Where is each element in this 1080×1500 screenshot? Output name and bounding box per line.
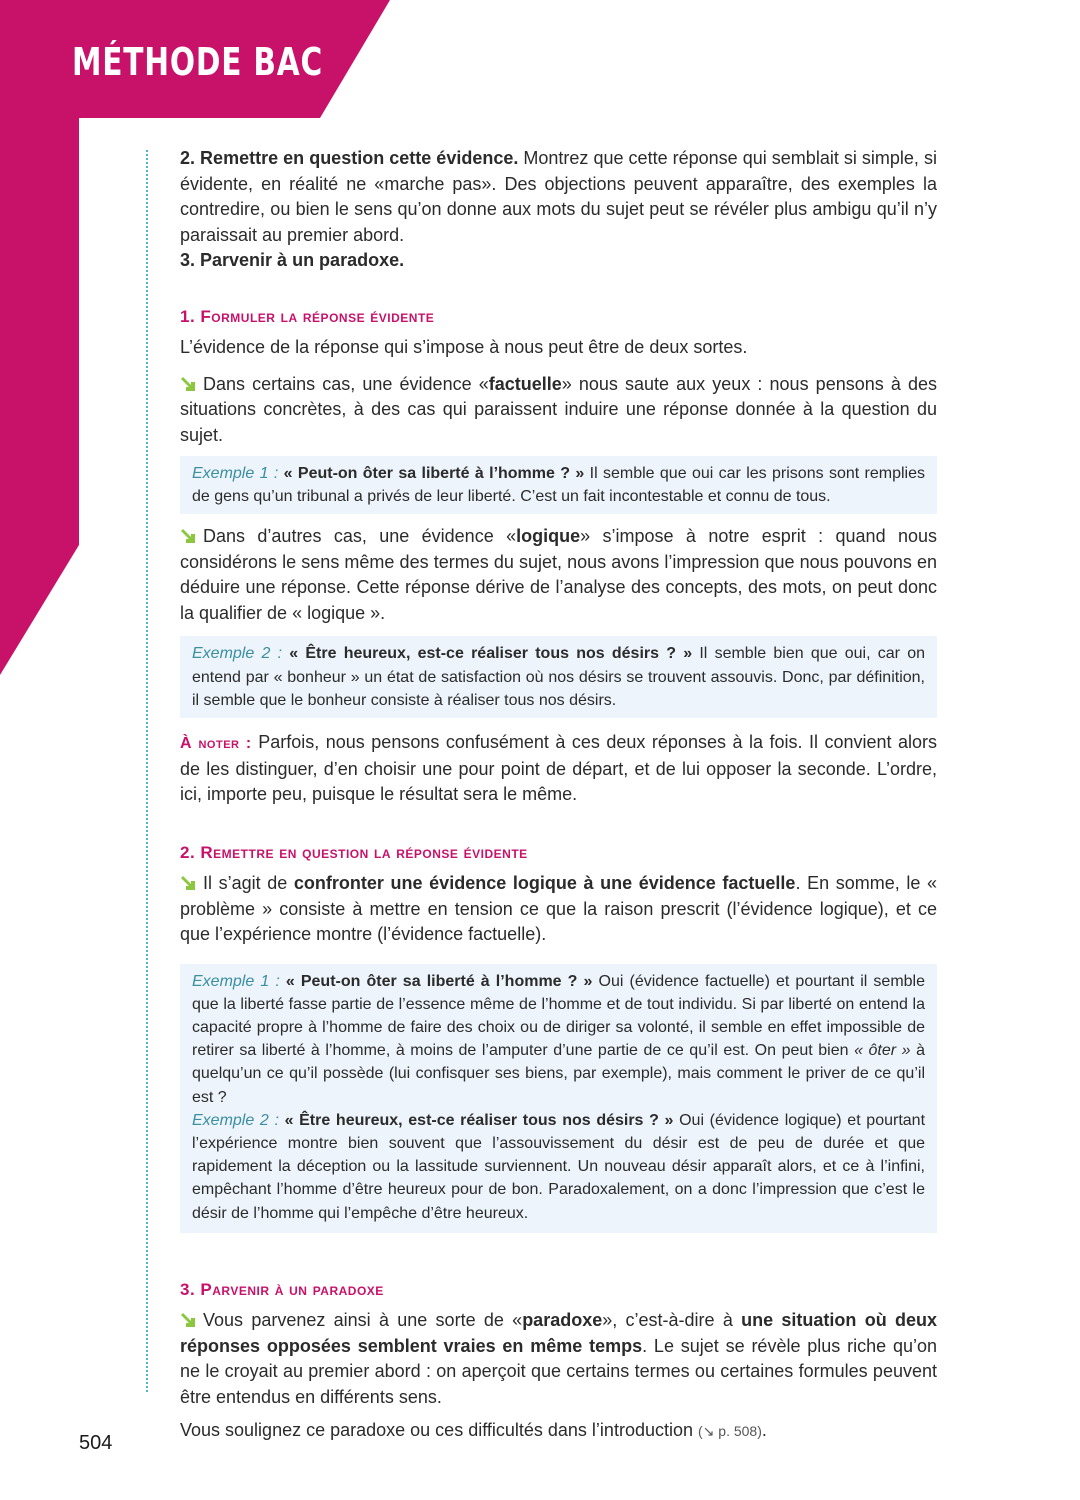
arrow-icon bbox=[180, 528, 198, 544]
page-number: 504 bbox=[79, 1432, 113, 1454]
section1-bullet2: Dans d’autres cas, une évidence «logique» s’impose à notre esprit : quand nous considérons le sens même des termes du sujet, nous avons l’impression que nous pouvons en déduire une réponse. Cette réponse dérive de l’analyse des concepts, des mots, on peut donc la qualifier de « logique ». bbox=[180, 526, 937, 623]
step2-text: Montrez que cette réponse qui semblait si simple, si évidente, en réalité ne «marche pas». Des objections peuvent apparaître, des exemples la contredire, ou bien le sens qu’on donne aux mots du sujet peut se révéler plus ambigu qu’il n’y paraissait au premier abord. bbox=[180, 148, 937, 245]
step2-title: 2. Remettre en question cette évidence. bbox=[180, 148, 519, 168]
section2-bullet: Il s’agit de confronter une évidence logique à une évidence factuelle. En somme, le « problème » consiste à mettre en tension ce que la raison prescrit (l’évidence logique), et ce que l’expérience montre (l’évidence factuelle). bbox=[180, 873, 937, 945]
main-content bbox=[180, 146, 937, 1445]
section1-note: À noter : Parfois, nous pensons confusément à ces deux réponses à la fois. Il convient alors de les distinguer, d’en choisir une pour point de départ, et de lui opposer la seconde. L’ordre, ici, importe peu, puisque le résultat sera le même. bbox=[180, 732, 938, 805]
section2-example1: Exemple 1 : « Peut-on ôter sa liberté à l’homme ? » Oui (évidence factuelle) et pourtant il semble que la liberté fasse partie de l’essence même de l’homme et de tout individu. Si par liberté on entend la capacité propre à l’homme de faire des choix ou de diriger sa volonté, il semble en effet impossible de retirer sa liberté à l’homme, à moins de l’amputer d’une partie de ce qu’il est. On peut bien « ôter » à quelqu’un ce qu’il possède (lui confisquer ses biens, par exemple), mais comment le priver de ce qu’il est ? bbox=[192, 972, 926, 1106]
section1-example2: Exemple 2 : « Être heureux, est-ce réaliser tous nos désirs ? » Il semble bien que oui, car on entend par « bonheur » un état de satisfaction où nos désirs se trouvent assouvis. Donc, par définition, il semble que le bonheur consiste à réaliser tous nos désirs. bbox=[180, 636, 937, 718]
arrow-icon bbox=[180, 1312, 198, 1328]
margin-rule bbox=[146, 150, 148, 1392]
section2-examples bbox=[180, 964, 937, 1233]
arrow-icon bbox=[180, 875, 198, 891]
section-title: MÉTHODE BAC bbox=[72, 40, 324, 84]
arrow-icon bbox=[180, 376, 198, 392]
intro-step2 bbox=[180, 146, 937, 248]
intro-step3 bbox=[180, 248, 937, 274]
section2-example2: Exemple 2 : « Être heureux, est-ce réaliser tous nos désirs ? » Oui (évidence logique) et pourtant l’expérience montre bien souvent que l’assouvissement du désir est de peu de durée et que rapidement la déception ou la lassitude surviennent. Un nouveau désir apparaît alors, et ce à l’infini, empêchant l’homme d’être heureux pour de bon. Paradoxalement, on a donc l’impression que c’est le désir de l’homme qui l’empêche d’être heureux. bbox=[192, 1111, 926, 1222]
step3-title: 3. Parvenir à un paradoxe. bbox=[180, 250, 405, 270]
section1-heading: 1. Formuler la réponse évidente bbox=[180, 306, 435, 326]
section3-bullet: Vous parvenez ainsi à une sorte de «paradoxe», c’est-à-dire à une situation où deux réponses opposées semblent vraies en même temps. Le sujet se révèle plus riche qu’on ne le croyait au premier abord : on aperçoit que certains termes ou certaines formules peuvent être entendus en différents sens. bbox=[180, 1310, 938, 1407]
section1-example1: Exemple 1 : « Peut-on ôter sa liberté à l’homme ? » Il semble que oui car les prisons sont remplies de gens qu’un tribunal a privés de leur liberté. C’est un fait incontestable et connu de tous. bbox=[180, 456, 937, 514]
section3-heading: 3. Parvenir à un paradoxe bbox=[180, 1279, 384, 1299]
section2-heading: 2. Remettre en question la réponse évidente bbox=[180, 842, 528, 862]
section1-intro: L’évidence de la réponse qui s’impose à nous peut être de deux sortes. bbox=[180, 337, 748, 357]
section3-closing: Vous soulignez ce paradoxe ou ces difficultés dans l’introduction (↘ p. 508). bbox=[180, 1420, 767, 1441]
section1-bullet1: Dans certains cas, une évidence «factuelle» nous saute aux yeux : nous pensons à des situations concrètes, à des cas qui paraissent induire une réponse donnée à la question du sujet. bbox=[180, 373, 937, 445]
page-reference: (↘ p. 508) bbox=[698, 1423, 762, 1440]
